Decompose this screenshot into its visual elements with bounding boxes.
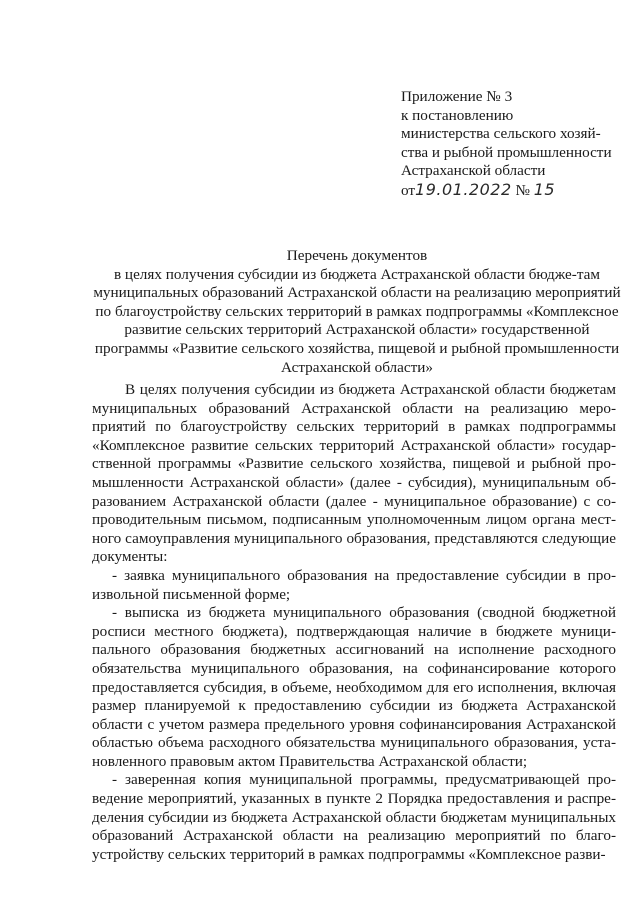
appendix-line: ства и рыбной промышленности [401,143,612,161]
appendix-date-line [401,181,631,201]
title-heading: Перечень документов [286,247,428,264]
appendix-header [401,88,631,201]
list-item: - выписка из бюджета муниципального образования (сводной бюджетной росписи местного бюджета), подтверждающая наличие в бюджете муниципального образования бюджетных ассигнований на исполнение расходного обязательства муниципального образования, на софинансирование которого предоставляется субсидия, в объеме, необходимом для его исполнения, включая размер планируемой к предоставлению субсидии из бюджета Астраханской области с учетом размера предельного уровня софинансирования Астраханской областью объема расходного обязательства муниципального образования, установленного правовым актом Правительства Астраханской области; [92,604,616,770]
list-item: - заверенная копия муниципальной программы, предусматривающей проведение мероприятий, указанных в пункте 2 Порядка предоставления и распределения субсидии из бюджета Астраханской области бюджетам муниципальных образований Астраханской области на реализацию мероприятий по благоустройству сельских территорий в рамках подпрограммы «Комплексное разви- [92,771,616,863]
handwritten-number: 15 [533,179,556,199]
date-prefix: от [401,181,416,199]
intro-paragraph: В целях получения субсидии из бюджета Астраханской области бюджетам муниципальных образований Астраханской области на реализацию мероприятий по благоустройству сельских территорий в рамках подпрограммы «Комплексное развитие сельских территорий Астраханской области» государственной программы «Развитие сельского хозяйства, пищевой и рыбной промышленности Астраханской области» (далее - субсидия), муниципальным образованием Астраханской области (далее - муниципальное образование) с сопроводительным письмом, подписанным уполномоченным лицом органа местного самоуправления муниципального образования, представляются следующие документы: [92,381,616,566]
appendix-line: Астраханской области [401,162,546,180]
document-title [92,247,622,377]
document-body [92,381,616,864]
appendix-line: министерства сельского хозяй- [401,125,601,143]
list-item: - заявка муниципального образования на предоставление субсидии в произвольной письменной форме; [92,566,616,603]
number-prefix: № [515,181,530,199]
title-text: в целях получения субсидии из бюджета Астраханской области бюдже-там муниципальных образований Астраханской области на реализацию мероприятий по благоустройству сельских территорий в рамках подпрограммы «Комплексное развитие сельских территорий Астраханской области» государственной программы «Развитие сельского хозяйства, пищевой и рыбной промышленности Астраханской области» [93,265,621,376]
appendix-line: Приложение № 3 [401,88,513,105]
handwritten-date: 19.01.2022 [415,179,512,199]
appendix-line: к постановлению [401,106,514,124]
